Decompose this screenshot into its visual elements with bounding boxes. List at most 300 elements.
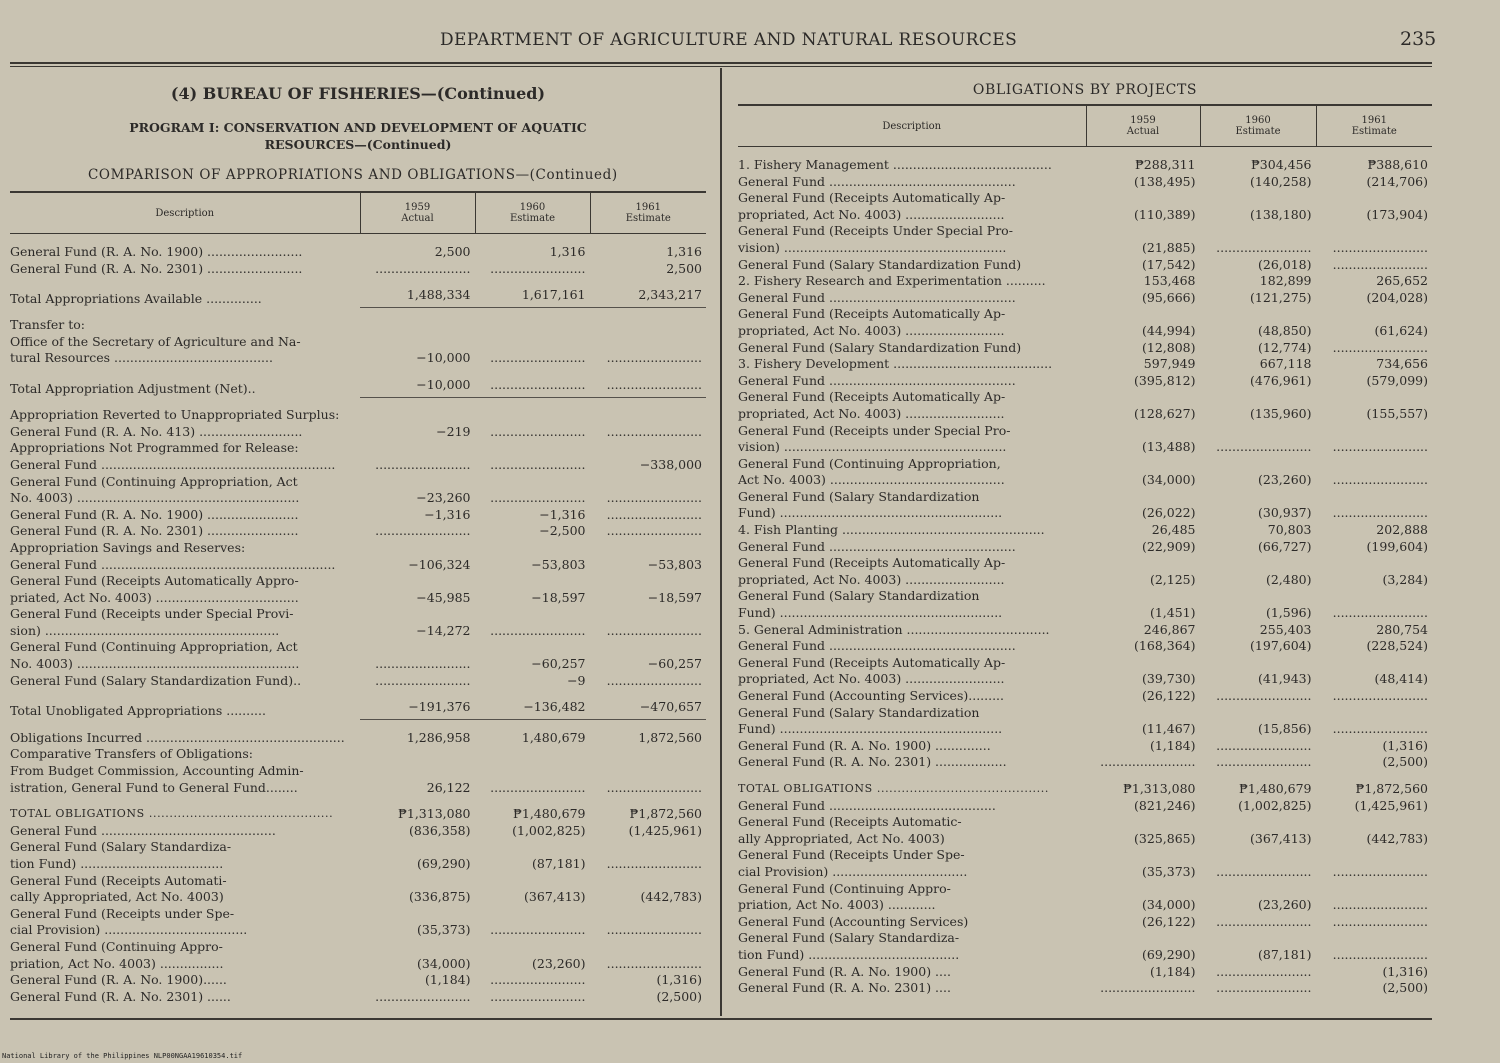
table-row [738, 323, 1432, 340]
cell-60: (23,260) [532, 955, 586, 971]
row-description: Total Appropriations Available .............. [10, 290, 262, 306]
table-row [10, 839, 706, 856]
row-description: No. 4003) ........................................................ [10, 490, 300, 506]
cell-61 [1316, 814, 1432, 831]
table-row [10, 972, 706, 989]
cell-59: (821,246) [1134, 797, 1196, 813]
cell-60: (1,002,825) [512, 822, 586, 838]
cell-60: ₱304,456 [1250, 157, 1312, 172]
cell-61: (2,500) [1382, 754, 1428, 770]
cell-60 [475, 746, 590, 763]
table-row [738, 914, 1432, 931]
cell-60: ₱1,480,679 [513, 806, 586, 822]
cell-59 [1086, 705, 1200, 722]
cell-59 [360, 639, 475, 656]
cell-60: −60,257 [531, 656, 586, 672]
cell-59: (128,627) [1134, 405, 1196, 421]
table-row [738, 257, 1432, 274]
cell-60 [475, 873, 590, 890]
row-description: From Budget Commission, Accounting Admin- [10, 763, 304, 779]
table-row [10, 474, 706, 491]
table-row [10, 490, 706, 507]
cell-59: (26,122) [1142, 688, 1196, 703]
cell-60 [1200, 847, 1316, 864]
row-description: General Fund (Salary Standardiza- [10, 839, 232, 855]
cell-59: ........................ [375, 672, 471, 688]
cell-60: ........................ [1216, 688, 1312, 703]
cell-60 [1200, 881, 1316, 898]
cell-59: (34,000) [417, 955, 471, 971]
row-description: General Fund (Salary Standardization [738, 588, 980, 604]
cell-60: (87,181) [532, 856, 586, 871]
cell-61: (1,316) [1382, 963, 1428, 979]
cell-60 [475, 334, 590, 351]
row-description: General Fund (Receipts Automatic- [738, 814, 962, 830]
cell-59: −10,000 [360, 367, 475, 397]
cell-61: ........................ [1332, 256, 1428, 272]
table-row [738, 847, 1432, 864]
table-header-row [738, 105, 1432, 147]
cell-60: 255,403 [1259, 621, 1312, 637]
cell-61: (442,783) [640, 889, 702, 905]
cell-59: −191,376 [360, 689, 475, 719]
cell-60: ........................ [490, 972, 586, 988]
cell-61 [590, 540, 706, 557]
row-description: propriated, Act No. 4003) ......................... [738, 671, 1005, 687]
row-description: General Fund ............................................... [738, 538, 1016, 554]
row-description: General Fund (Receipts Automatically Ap- [738, 306, 1006, 322]
row-description: Office of the Secretary of Agriculture and Na- [10, 333, 301, 349]
cell-59: ₱288,311 [1134, 157, 1196, 172]
table-row [10, 656, 706, 673]
row-description: General Fund (Receipts Automatically Appro- [10, 573, 299, 589]
table-row [738, 439, 1432, 456]
table-row [738, 754, 1432, 771]
table-row [10, 780, 706, 797]
table-row [738, 721, 1432, 738]
cell-59 [360, 906, 475, 923]
cell-60: 1,480,679 [521, 729, 586, 745]
cell-60 [475, 474, 590, 491]
column-year: 1960 [1245, 115, 1271, 126]
footer-rule [10, 1018, 1432, 1020]
cell-61 [590, 746, 706, 763]
cell-59: (110,389) [1134, 206, 1196, 222]
cell-61: 1,316 [666, 244, 702, 259]
cell-60: −9 [567, 672, 586, 688]
cell-59 [360, 474, 475, 491]
cell-59 [360, 440, 475, 457]
table-row [738, 930, 1432, 947]
row-description: propriated, Act No. 4003) ......................... [738, 571, 1005, 587]
cell-59: (12,808) [1142, 339, 1196, 355]
table-row [738, 705, 1432, 722]
cell-61: −470,657 [590, 689, 706, 719]
cell-61 [1316, 306, 1432, 323]
cell-61: (3,284) [1382, 571, 1428, 587]
cell-61: (214,706) [1366, 173, 1428, 189]
table-row [10, 261, 706, 278]
cell-59: (168,364) [1134, 638, 1196, 654]
cell-60: (66,727) [1258, 538, 1312, 554]
cell-59: (39,730) [1142, 671, 1196, 687]
cell-59 [1086, 489, 1200, 506]
cell-60: ........................ [1216, 737, 1312, 753]
row-description: General Fund ............................................... [738, 372, 1016, 388]
row-description: General Fund (Salary Standardization Fund) [738, 339, 1022, 355]
section-title: (4) BUREAU OF FISHERIES—(Continued) [170, 84, 546, 103]
cell-61 [590, 474, 706, 491]
cell-59: (21,885) [1142, 239, 1196, 255]
cell-61: ₱1,872,560 [629, 806, 702, 822]
cell-59: (138,495) [1134, 173, 1196, 189]
table-row [10, 956, 706, 973]
row-description: General Fund (R. A. No. 2301) .... [738, 980, 951, 996]
cell-61: ........................ [606, 423, 702, 439]
program-title-line-2: RESOURCES—(Continued) [264, 137, 452, 152]
row-description: 5. General Administration .................................... [738, 621, 1050, 637]
row-description: General Fund (Salary Standardization Fund).. [10, 672, 302, 688]
cell-61 [590, 763, 706, 780]
cell-59: (44,994) [1142, 322, 1196, 338]
table-row [10, 397, 706, 424]
cell-59: 26,485 [1151, 522, 1196, 538]
cell-59: 153,468 [1143, 273, 1196, 289]
cell-60: 70,803 [1267, 522, 1312, 538]
column-year: 1959 [1130, 115, 1156, 126]
table-row [738, 771, 1432, 798]
row-description: 3. Fishery Development ........................................ [738, 356, 1053, 372]
table-row [10, 307, 706, 334]
cell-60: (15,856) [1258, 721, 1312, 737]
cell-60: −53,803 [531, 556, 586, 572]
cell-61: (442,783) [1366, 830, 1428, 846]
cell-60: (87,181) [1258, 946, 1312, 962]
row-description: Act No. 4003) ............................................ [738, 472, 1005, 488]
row-description: General Fund (Receipts Automati- [10, 872, 227, 888]
row-description: Fund) ........................................................ [738, 505, 1003, 521]
cell-60: (48,850) [1258, 322, 1312, 338]
cell-60: −18,597 [531, 589, 586, 605]
table-row [738, 980, 1432, 997]
table-row [10, 623, 706, 640]
cell-61: 2,343,217 [590, 277, 706, 307]
cell-60 [1200, 489, 1316, 506]
row-description: propriated, Act No. 4003) ......................... [738, 322, 1005, 338]
cell-60 [475, 573, 590, 590]
cell-60 [475, 839, 590, 856]
obligations-table [738, 104, 1432, 997]
cell-61 [1316, 930, 1432, 947]
cell-60 [1200, 389, 1316, 406]
table-row [10, 573, 706, 590]
table-row [10, 922, 706, 939]
row-description: priation, Act No. 4003) ............ [738, 897, 936, 913]
cell-59: ........................ [375, 988, 471, 1004]
cell-59 [1086, 881, 1200, 898]
table-row [738, 947, 1432, 964]
row-description: istration, General Fund to General Fund........ [10, 779, 298, 795]
cell-59: −14,272 [416, 622, 471, 638]
cell-60: (41,943) [1258, 671, 1312, 687]
row-description: General Fund (R. A. No. 1900) ....................... [10, 506, 299, 522]
column-year: 1959 [404, 202, 431, 213]
row-description: General Fund ............................................ [10, 822, 276, 838]
cell-61: (1,316) [1382, 737, 1428, 753]
table-row [738, 240, 1432, 257]
cell-61: 280,754 [1376, 621, 1428, 637]
row-description: General Fund (R. A. No. 1900) ........................ [10, 244, 303, 259]
cell-60 [1200, 306, 1316, 323]
cell-60: (30,937) [1258, 505, 1312, 521]
page-title: DEPARTMENT OF AGRICULTURE AND NATURAL RESOURCES [440, 30, 1018, 50]
cell-61 [1316, 881, 1432, 898]
row-description: General Fund (Receipts Automatically Ap- [738, 555, 1006, 571]
table-row [738, 798, 1432, 815]
cell-60: (23,260) [1258, 472, 1312, 488]
cell-59 [1086, 389, 1200, 406]
row-description: General Fund (R. A. No. 1900) .............. [738, 737, 991, 753]
cell-60 [1200, 423, 1316, 440]
cell-60: ........................ [1216, 963, 1312, 979]
cell-59 [1086, 930, 1200, 947]
cell-61 [1316, 588, 1432, 605]
cell-61 [1316, 489, 1432, 506]
cell-60: (138,180) [1250, 206, 1312, 222]
row-description: General Fund (R. A. No. 1900)...... [10, 972, 227, 988]
cell-60: ........................ [490, 260, 586, 276]
table-row [738, 831, 1432, 848]
row-description: General Fund ........................................................... [10, 456, 336, 472]
table-row [738, 306, 1432, 323]
cell-60: ........................ [490, 988, 586, 1004]
cell-60: (197,604) [1250, 638, 1312, 654]
cell-59 [360, 606, 475, 623]
table-row [10, 540, 706, 557]
row-description: General Fund (R. A. No. 2301) ........................ [10, 260, 303, 276]
cell-61: (1,425,961) [628, 822, 702, 838]
table-row [738, 389, 1432, 406]
row-description: tion Fund) .................................... [10, 856, 224, 871]
cell-59: (395,812) [1134, 372, 1196, 388]
cell-59: (13,488) [1142, 439, 1196, 455]
column-header-1961 [1316, 105, 1432, 147]
cell-61: ........................ [606, 779, 702, 795]
column-year: 1960 [519, 202, 546, 213]
cell-61: ........................ [1332, 472, 1428, 488]
cell-61: ........................ [1332, 339, 1428, 355]
cell-59 [1086, 814, 1200, 831]
row-description: Transfer to: [10, 317, 85, 333]
cell-61: 1,872,560 [638, 729, 702, 745]
column-divider [720, 68, 722, 1016]
cell-61: ........................ [1332, 946, 1428, 962]
cell-61: −18,597 [647, 589, 702, 605]
column-header-1960 [1200, 105, 1316, 147]
row-description: General Fund (Salary Standardiza- [738, 930, 960, 946]
cell-61: ........................ [1332, 897, 1428, 913]
table-row [738, 373, 1432, 390]
right-column [738, 60, 1432, 997]
row-description: General Fund .......................................... [738, 797, 996, 813]
cell-61 [1316, 190, 1432, 207]
cell-59: (1,184) [1149, 963, 1196, 979]
cell-59: −23,260 [416, 490, 471, 506]
cell-60 [1200, 456, 1316, 473]
cell-60: −1,316 [539, 506, 586, 522]
cell-59: ........................ [375, 456, 471, 472]
row-description: General Fund (Accounting Services) [738, 913, 969, 929]
row-description: Appropriation Savings and Reserves: [10, 539, 246, 555]
table-row [10, 440, 706, 457]
cell-60: ₱1,480,679 [1239, 780, 1312, 796]
cell-59 [1086, 423, 1200, 440]
row-description: General Fund (R. A. No. 2301) .................. [738, 754, 1007, 770]
table-row [738, 174, 1432, 191]
program-title [10, 119, 706, 153]
row-description: General Fund (Receipts under Special Provi- [10, 606, 294, 622]
row-description: tion Fund) ...................................... [738, 946, 960, 962]
cell-60: ........................ [490, 490, 586, 506]
table-row [738, 539, 1432, 556]
cell-60: (12,774) [1258, 339, 1312, 355]
row-description: General Fund (Receipts under Special Pro- [738, 422, 1011, 438]
cell-60: (135,960) [1250, 405, 1312, 421]
row-description: vision) ........................................................ [738, 439, 1007, 455]
column-header-1959 [360, 192, 475, 234]
table-row [10, 939, 706, 956]
row-description: propriated, Act No. 4003) ......................... [738, 405, 1005, 421]
page-number: 235 [1400, 28, 1437, 50]
comparison-table-title: COMPARISON OF APPROPRIATIONS AND OBLIGATIONS—(Continued) [88, 167, 618, 183]
cell-60 [1200, 588, 1316, 605]
cell-59: ........................ [1100, 754, 1196, 770]
table-row [738, 190, 1432, 207]
table-row [10, 719, 706, 746]
obligations-table-title: OBLIGATIONS BY PROJECTS [972, 82, 1198, 98]
cell-59: −45,985 [416, 589, 471, 605]
row-description: Appropriations Not Programmed for Release: [10, 440, 299, 456]
cell-60: (140,258) [1250, 173, 1312, 189]
cell-61 [1316, 705, 1432, 722]
column-kind: Estimate [625, 213, 671, 224]
row-description: General Fund ............................................... [738, 173, 1016, 189]
cell-59: ₱1,313,080 [1123, 780, 1196, 796]
table-row [738, 356, 1432, 373]
cell-61 [1316, 555, 1432, 572]
table-row [10, 856, 706, 873]
cell-61 [590, 639, 706, 656]
table-row [738, 207, 1432, 224]
cell-61: (204,028) [1366, 289, 1428, 305]
table-row [738, 588, 1432, 605]
cell-61: (199,604) [1366, 538, 1428, 554]
cell-60: (1,596) [1265, 605, 1312, 621]
row-description: Total Unobligated Appropriations .......... [10, 702, 266, 718]
cell-61: ........................ [590, 367, 706, 397]
table-row [738, 223, 1432, 240]
cell-61 [1316, 389, 1432, 406]
row-description: ally Appropriated, Act No. 4003) [738, 830, 945, 846]
table-row [10, 639, 706, 656]
table-row [10, 889, 706, 906]
comparison-table-body [10, 234, 706, 1006]
row-description: General Fund (Continuing Appro- [738, 880, 951, 896]
cell-59: (1,451) [1149, 605, 1196, 621]
cell-61: ........................ [606, 856, 702, 871]
table-row [738, 472, 1432, 489]
cell-60: (2,480) [1265, 571, 1312, 587]
cell-61 [590, 839, 706, 856]
row-description: General Fund (Continuing Appropriation, [738, 455, 1001, 471]
cell-59: −219 [436, 423, 471, 439]
column-kind: Actual [401, 213, 434, 224]
table-row [10, 277, 706, 307]
row-description: tural Resources ........................................ [10, 350, 273, 366]
cell-61 [590, 873, 706, 890]
cell-59 [1086, 588, 1200, 605]
cell-61 [590, 606, 706, 623]
cell-60: ........................ [490, 456, 586, 472]
table-row [10, 424, 706, 441]
cell-60: 182,899 [1259, 273, 1312, 289]
row-description: General Fund (R. A. No. 1900) .... [738, 963, 951, 979]
cell-59: 246,867 [1143, 621, 1196, 637]
column-kind: Actual [1126, 126, 1160, 137]
cell-59: (1,184) [1149, 737, 1196, 753]
cell-59 [360, 873, 475, 890]
cell-61: ........................ [1332, 439, 1428, 455]
comparison-table [10, 191, 706, 1005]
row-description: General Fund (Continuing Appropriation, Act [10, 473, 298, 489]
cell-61: (2,500) [656, 988, 702, 1004]
column-year: 1961 [635, 202, 661, 213]
cell-61 [1316, 655, 1432, 672]
row-description: General Fund (Receipts Under Spe- [738, 847, 965, 863]
cell-61: ........................ [606, 506, 702, 522]
row-description: General Fund (Receipts Under Special Pro- [738, 223, 1013, 239]
cell-60: (121,275) [1250, 289, 1312, 305]
table-row [738, 423, 1432, 440]
row-description: General Fund (Continuing Appropriation, Act [10, 639, 298, 655]
row-description: No. 4003) ........................................................ [10, 656, 300, 672]
cell-59 [1086, 456, 1200, 473]
cell-60 [475, 763, 590, 780]
cell-60: ........................ [490, 423, 586, 439]
table-row [738, 622, 1432, 639]
cell-59: (69,290) [1142, 946, 1196, 962]
table-row [738, 572, 1432, 589]
cell-61: (48,414) [1374, 671, 1428, 687]
cell-59: (11,467) [1142, 721, 1196, 737]
cell-60: 667,118 [1259, 356, 1312, 372]
cell-61 [590, 939, 706, 956]
cell-61 [1316, 423, 1432, 440]
table-row [738, 489, 1432, 506]
table-row [10, 823, 706, 840]
cell-59: ........................ [375, 523, 471, 539]
cell-61: ........................ [606, 350, 702, 366]
row-description: General Fund ............................................... [738, 289, 1016, 305]
cell-61: ........................ [606, 490, 702, 506]
row-description: TOTAL OBLIGATIONS .......................................... [738, 781, 1049, 795]
cell-59: ........................ [375, 260, 471, 276]
cell-61: ........................ [1332, 605, 1428, 621]
cell-61: (61,624) [1374, 322, 1428, 338]
column-year: 1961 [1361, 115, 1387, 126]
table-row [738, 738, 1432, 755]
row-description: cally Appropriated, Act No. 4003) [10, 889, 224, 905]
